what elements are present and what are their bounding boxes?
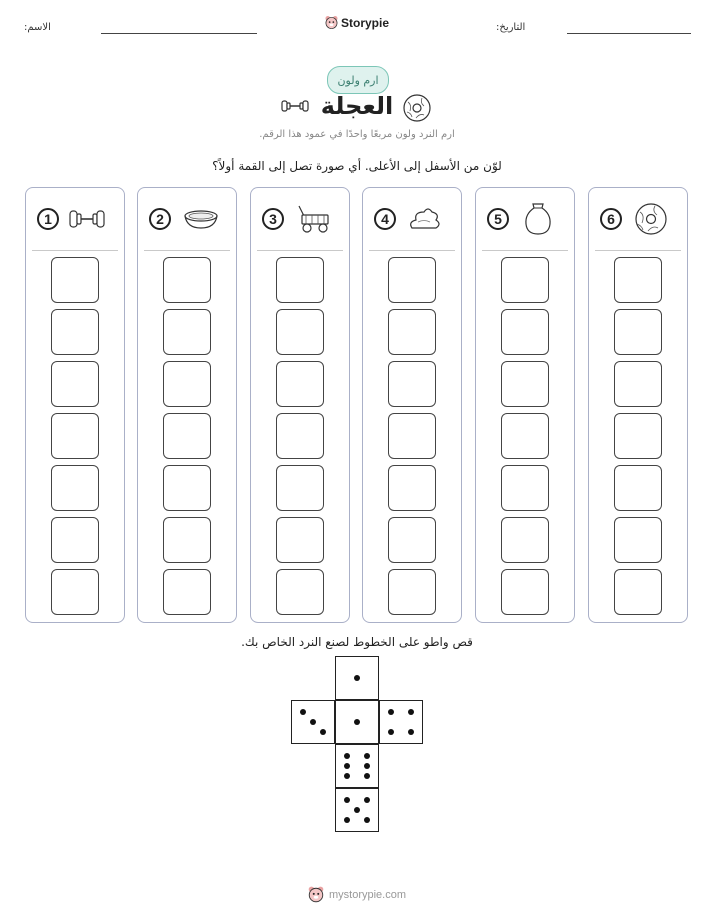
column-divider (257, 250, 343, 251)
dice-pip (354, 719, 360, 725)
column-6 (588, 187, 688, 623)
wood-ring-icon (402, 93, 432, 123)
column-divider (369, 250, 455, 251)
date-label: التاريخ: (496, 22, 526, 33)
storypie-logo (325, 13, 389, 33)
dice-pip (364, 797, 370, 803)
color-square[interactable] (51, 517, 99, 563)
footer (0, 886, 714, 904)
name-field-line[interactable] (101, 33, 257, 34)
color-square[interactable] (51, 257, 99, 303)
color-square[interactable] (276, 257, 324, 303)
color-square[interactable] (388, 569, 436, 615)
dice-face-one (335, 656, 379, 700)
dice-face-four (379, 700, 423, 744)
dice-pip (344, 773, 350, 779)
color-square[interactable] (276, 569, 324, 615)
color-square[interactable] (276, 465, 324, 511)
color-square[interactable] (163, 413, 211, 459)
column-number: 3 (262, 208, 284, 230)
dumbbell-icon (281, 98, 309, 114)
column-divider (144, 250, 230, 251)
color-square[interactable] (51, 465, 99, 511)
dice-pip (300, 709, 306, 715)
wood-ring-icon (630, 202, 670, 236)
color-square[interactable] (501, 465, 549, 511)
color-square[interactable] (614, 257, 662, 303)
color-square[interactable] (163, 361, 211, 407)
vase-icon (517, 202, 557, 236)
column-divider (595, 250, 681, 251)
page-title: العجلة (320, 92, 394, 120)
dice-pip (408, 729, 414, 735)
dice-pip (388, 709, 394, 715)
dice-pip (364, 763, 370, 769)
color-square[interactable] (276, 517, 324, 563)
color-square[interactable] (614, 413, 662, 459)
color-square[interactable] (388, 517, 436, 563)
dice-face-three (291, 700, 335, 744)
color-square[interactable] (276, 413, 324, 459)
color-square[interactable] (614, 569, 662, 615)
dice-pip (354, 807, 360, 813)
color-square[interactable] (614, 361, 662, 407)
color-square[interactable] (163, 569, 211, 615)
column-number: 5 (487, 208, 509, 230)
color-square[interactable] (388, 413, 436, 459)
color-square[interactable] (276, 309, 324, 355)
dumbbell-icon (67, 202, 107, 236)
column-number: 2 (149, 208, 171, 230)
dice-pip (344, 753, 350, 759)
column-1 (25, 187, 125, 623)
dice-pip (344, 763, 350, 769)
date-field-line[interactable] (567, 33, 691, 34)
cut-instruction: قص واطو على الخطوط لصنع النرد الخاص بك. (241, 635, 473, 649)
column-number: 4 (374, 208, 396, 230)
instruction-subtitle: ارم النرد ولون مربعًا واحدًا في عمود هذا الرقم. (259, 129, 455, 140)
footer-site-link[interactable]: mystorypie.com (328, 889, 407, 901)
dice-pip (310, 719, 316, 725)
color-square[interactable] (388, 465, 436, 511)
color-square[interactable] (501, 257, 549, 303)
color-square[interactable] (163, 465, 211, 511)
color-square[interactable] (388, 361, 436, 407)
column-number: 1 (37, 208, 59, 230)
color-square[interactable] (501, 517, 549, 563)
logo-text: Storypie (340, 16, 389, 30)
color-square[interactable] (614, 517, 662, 563)
color-square[interactable] (614, 309, 662, 355)
color-square[interactable] (388, 309, 436, 355)
color-square[interactable] (163, 309, 211, 355)
color-square[interactable] (51, 569, 99, 615)
color-square[interactable] (501, 569, 549, 615)
dough-icon (404, 202, 444, 236)
bear-logo-icon (325, 15, 338, 31)
wagon-icon (292, 202, 332, 236)
column-2 (137, 187, 237, 623)
color-square[interactable] (276, 361, 324, 407)
column-5 (475, 187, 575, 623)
column-4 (362, 187, 462, 623)
name-label: الاسم: (24, 22, 51, 33)
dice-pip (408, 709, 414, 715)
activity-badge: ارم ولون (327, 66, 389, 94)
dice-face-one (335, 700, 379, 744)
color-square[interactable] (501, 309, 549, 355)
color-square[interactable] (163, 257, 211, 303)
color-square[interactable] (51, 309, 99, 355)
question-text: لوّن من الأسفل إلى الأعلى. أي صورة تصل إلى القمة أولاً؟ (212, 159, 502, 173)
dice-pip (320, 729, 326, 735)
column-number: 6 (600, 208, 622, 230)
dice-pip (364, 753, 370, 759)
dice-face-six (335, 744, 379, 788)
bowl-icon (179, 202, 219, 236)
color-square[interactable] (51, 413, 99, 459)
dice-face-five (335, 788, 379, 832)
dice-pip (388, 729, 394, 735)
column-divider (482, 250, 568, 251)
dice-pip (344, 817, 350, 823)
dice-pip (354, 675, 360, 681)
dice-pip (364, 773, 370, 779)
column-3 (250, 187, 350, 623)
color-square[interactable] (163, 517, 211, 563)
dice-pip (364, 817, 370, 823)
column-divider (32, 250, 118, 251)
color-square[interactable] (51, 361, 99, 407)
color-square[interactable] (501, 361, 549, 407)
color-square[interactable] (614, 465, 662, 511)
dice-pip (344, 797, 350, 803)
color-square[interactable] (501, 413, 549, 459)
bear-logo-icon (308, 886, 324, 904)
color-square[interactable] (388, 257, 436, 303)
